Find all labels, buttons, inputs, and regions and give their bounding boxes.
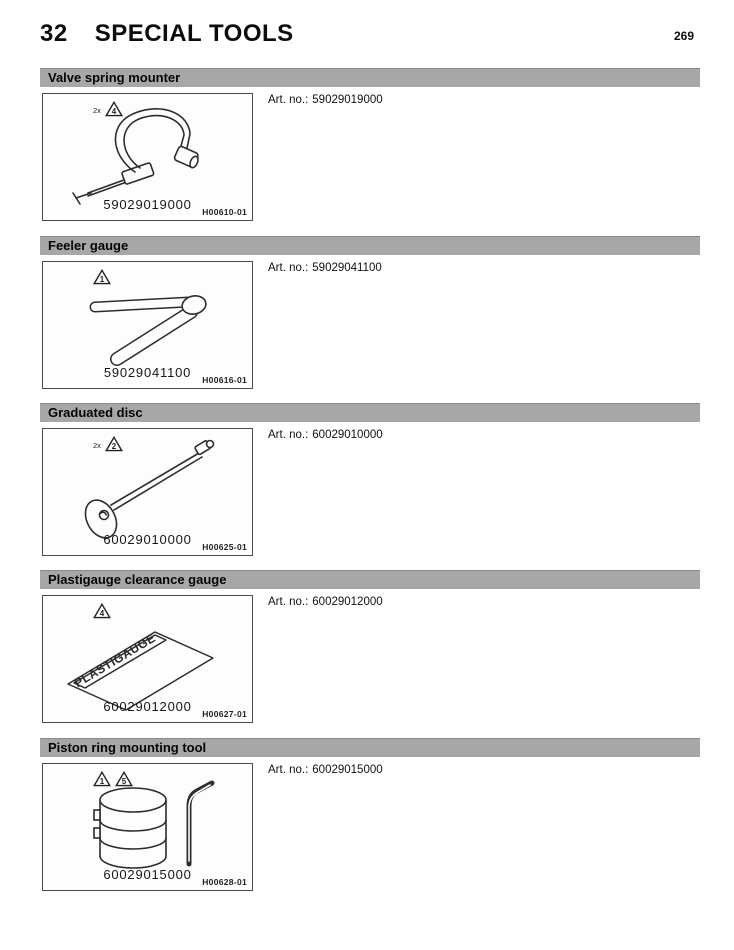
warning-triangle-icon — [93, 771, 111, 787]
tool-number: 59029019000 — [103, 197, 192, 212]
art-no-value: 59029041100 — [312, 262, 382, 274]
svg-text:1: 1 — [99, 777, 105, 786]
warning-triangle-icon — [105, 436, 123, 452]
marker-quantity: 2x — [93, 106, 101, 115]
art-no-label: Art. no.: — [268, 429, 309, 441]
section-title-bar: Piston ring mounting tool — [40, 738, 700, 757]
page-header — [40, 20, 294, 48]
warning-marker-row — [93, 771, 133, 787]
figure-box — [42, 428, 253, 556]
svg-text:4: 4 — [111, 107, 117, 116]
section-title-bar: Feeler gauge — [40, 236, 700, 255]
figure-code: H00625-01 — [202, 542, 247, 552]
tool-number: 60029012000 — [103, 699, 192, 714]
warning-triangle-icon — [105, 101, 123, 117]
marker-quantity: 2x — [93, 441, 101, 450]
page-number: 269 — [673, 29, 694, 43]
art-no-label: Art. no.: — [268, 262, 309, 274]
figure-box — [42, 261, 253, 389]
article-number-line — [268, 94, 383, 106]
warning-marker-row — [93, 603, 111, 619]
figure-code: H00627-01 — [202, 709, 247, 719]
svg-text:2: 2 — [111, 442, 117, 451]
tool-number: 59029041100 — [103, 365, 192, 380]
art-no-value: 60029010000 — [312, 429, 383, 441]
warning-marker-row — [93, 269, 111, 285]
section-graduated-disc — [40, 403, 700, 552]
warning-triangle-icon — [93, 603, 111, 619]
warning-marker-row — [93, 101, 123, 117]
figure-box — [42, 595, 253, 723]
art-no-value: 60029012000 — [312, 596, 383, 608]
warning-marker-row — [93, 436, 123, 452]
section-plastigauge-clearance-gauge — [40, 570, 700, 719]
svg-text:4: 4 — [99, 609, 105, 618]
section-valve-spring-mounter — [40, 68, 700, 217]
figure-box — [42, 763, 253, 891]
article-number-line — [268, 764, 383, 776]
article-number-line — [268, 429, 383, 441]
art-no-label: Art. no.: — [268, 596, 309, 608]
section-piston-ring-mounting-tool — [40, 738, 700, 887]
figure-code: H00628-01 — [202, 877, 247, 887]
art-no-value: 59029019000 — [312, 94, 383, 106]
chapter-number: 32 — [40, 20, 68, 47]
warning-triangle-icon — [115, 771, 133, 787]
figure-code: H00610-01 — [202, 207, 247, 217]
art-no-label: Art. no.: — [268, 764, 309, 776]
figure-code: H00616-01 — [202, 375, 247, 385]
art-no-label: Art. no.: — [268, 94, 309, 106]
svg-text:PLASTIGAUGE: PLASTIGAUGE — [71, 630, 159, 691]
page-title: SPECIAL TOOLS — [94, 20, 294, 47]
tool-number: 60029015000 — [103, 867, 192, 882]
tool-number: 60029010000 — [103, 532, 192, 547]
warning-triangle-icon — [93, 269, 111, 285]
art-no-value: 60029015000 — [312, 764, 383, 776]
section-title-bar: Graduated disc — [40, 403, 700, 422]
section-title-bar: Valve spring mounter — [40, 68, 700, 87]
section-feeler-gauge — [40, 236, 700, 385]
article-number-line — [268, 596, 383, 608]
section-title-bar: Plastigauge clearance gauge — [40, 570, 700, 589]
svg-text:1: 1 — [99, 275, 105, 284]
figure-box — [42, 93, 253, 221]
article-number-line — [268, 262, 382, 274]
svg-text:5: 5 — [121, 777, 127, 786]
